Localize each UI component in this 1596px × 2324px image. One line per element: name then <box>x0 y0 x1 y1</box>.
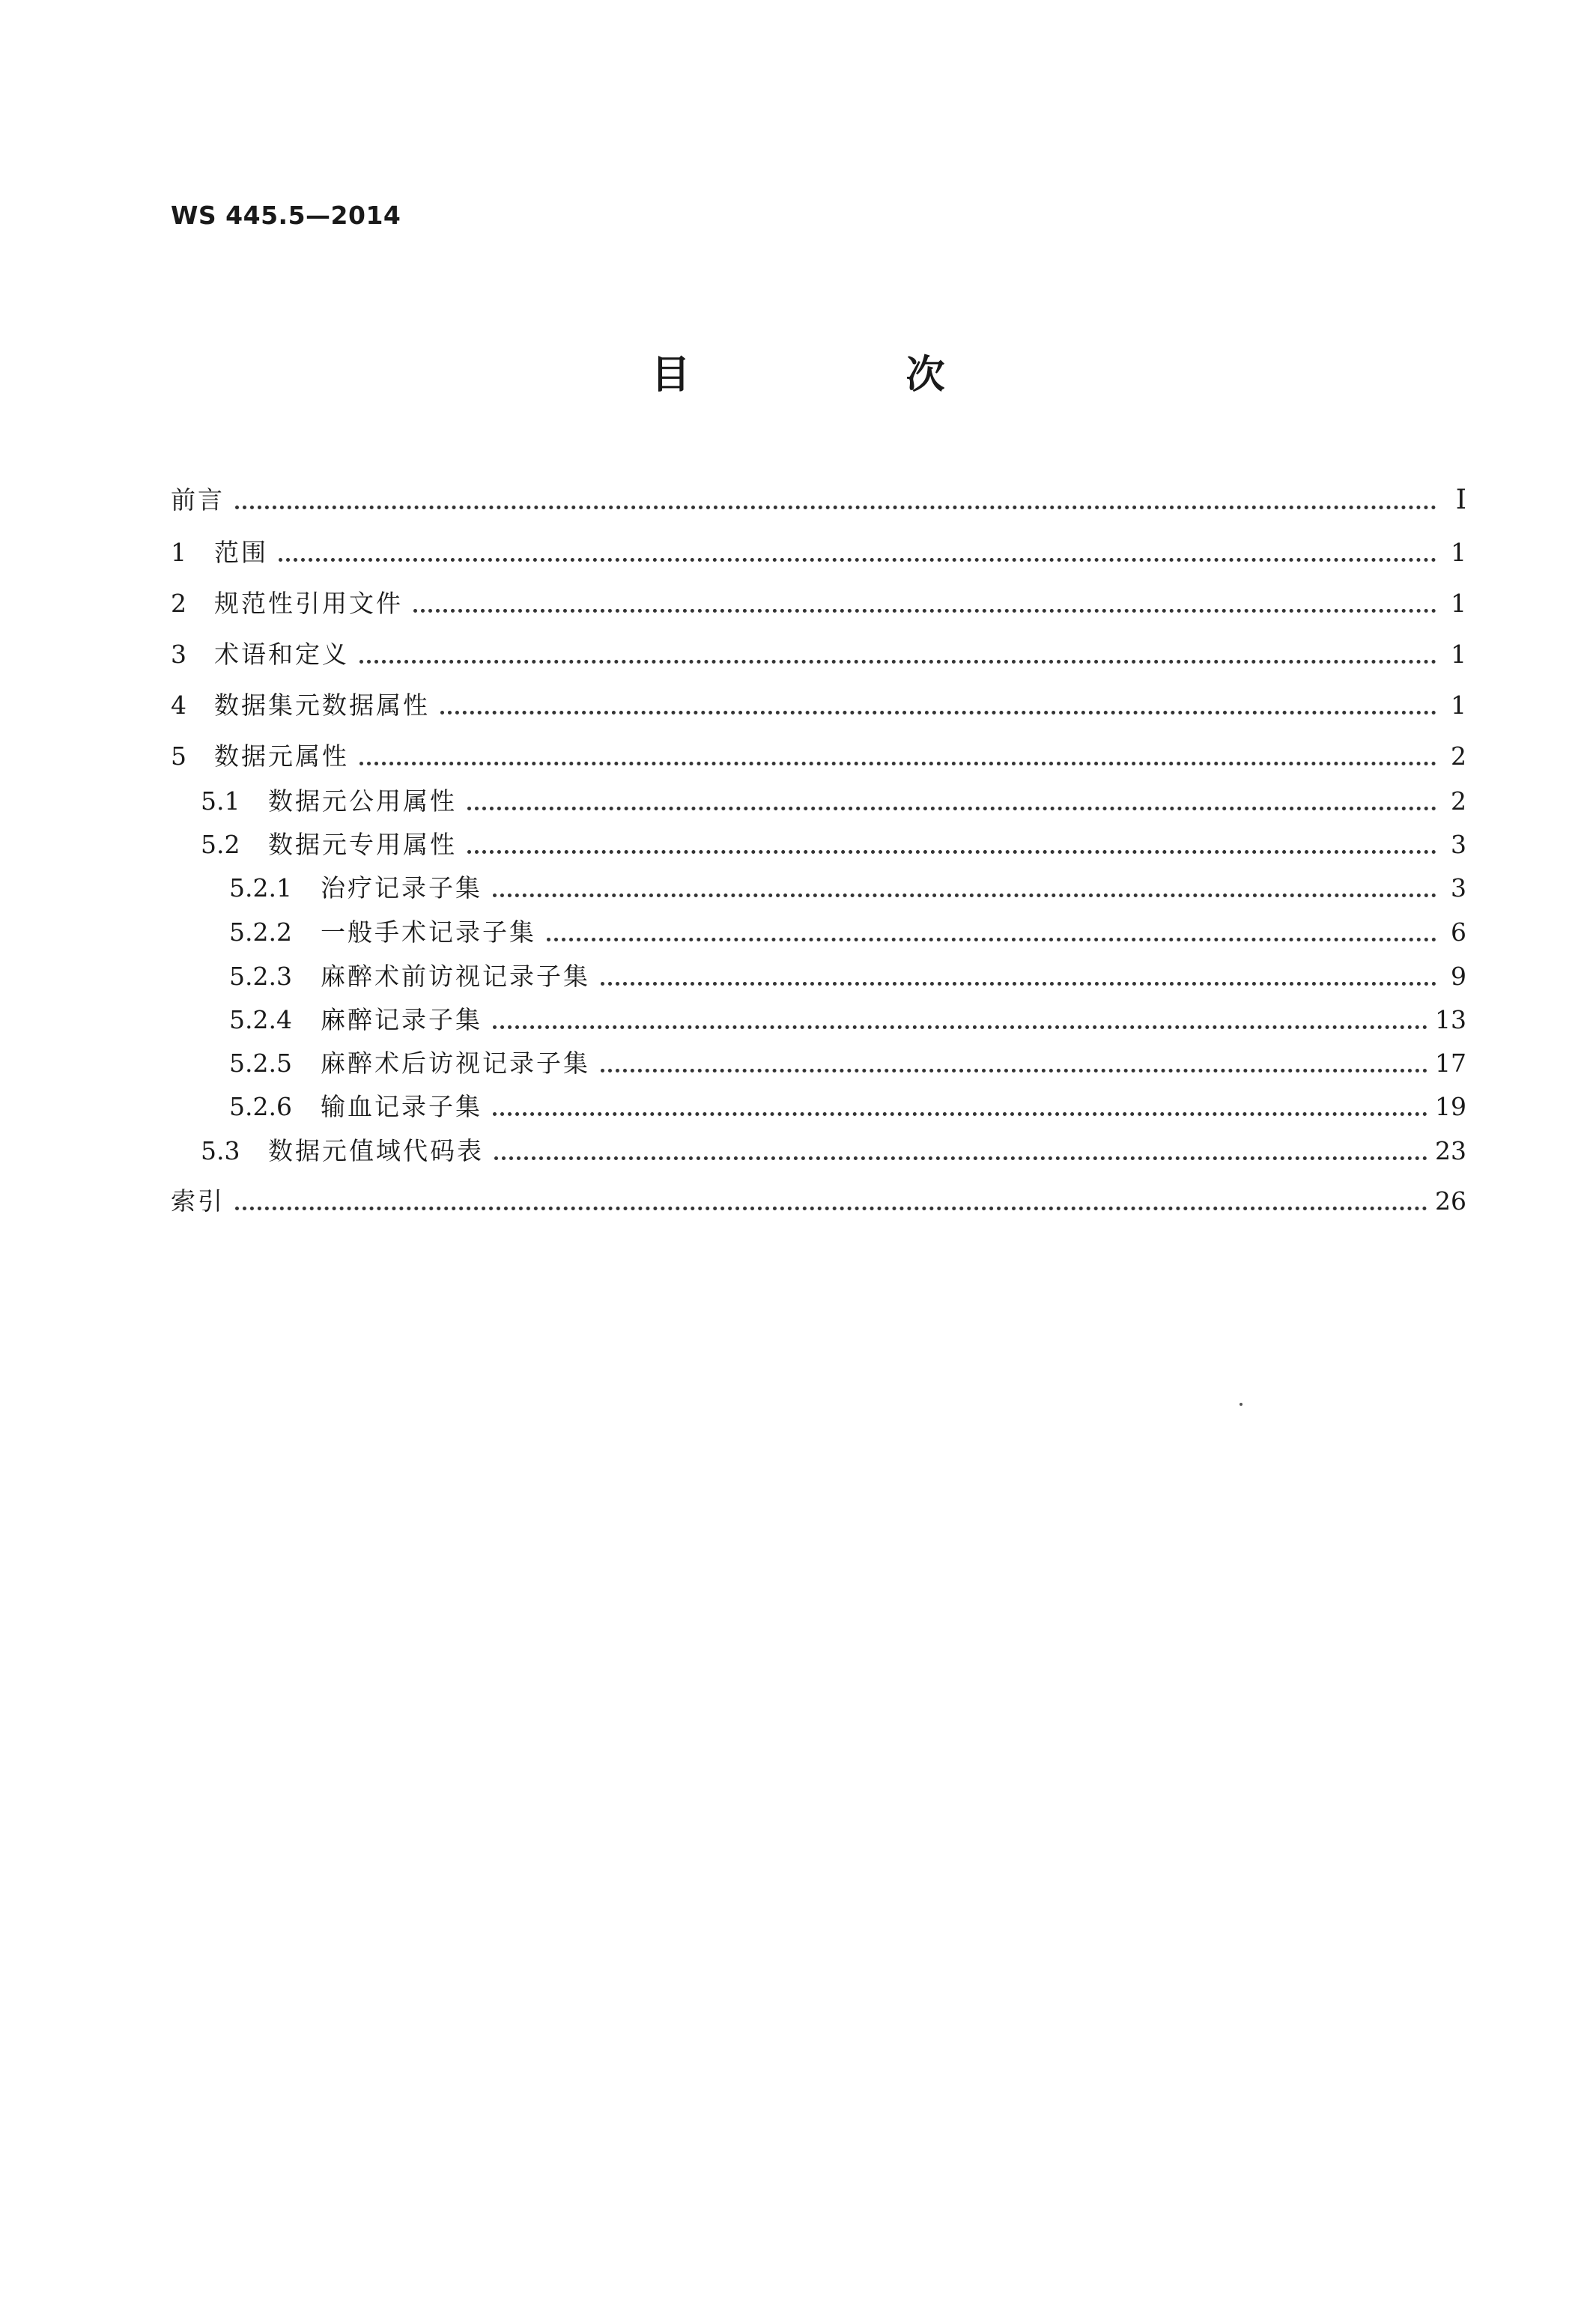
toc-entry-label: 麻醉术前访视记录子集 <box>321 962 590 991</box>
toc-entry-number: 5.2.3 <box>229 962 292 991</box>
dot-leader <box>235 1207 1427 1210</box>
toc-entry-label: 前言 <box>171 485 225 515</box>
dot-leader <box>493 1025 1427 1029</box>
toc-entry-label: 麻醉术后访视记录子集 <box>321 1049 590 1078</box>
toc-entry-number: 5.3 <box>201 1136 240 1165</box>
toc-entry-number: 5.2 <box>201 830 240 859</box>
dot-leader <box>601 982 1436 986</box>
toc-entry-common-attributes[interactable] <box>171 783 1466 819</box>
dot-leader <box>413 609 1436 613</box>
toc-entry-number: 5.2.4 <box>229 1005 292 1034</box>
toc-entry-general-surgery-record[interactable] <box>171 914 1466 950</box>
toc-entry-label: 数据集元数据属性 <box>214 691 430 720</box>
toc-entry-number: 3 <box>171 640 186 669</box>
toc-entry-page: I <box>1455 485 1466 515</box>
toc-entry-page: 3 <box>1451 873 1466 902</box>
toc-entry-label: 一般手术记录子集 <box>321 917 536 947</box>
toc-entry-label: 范围 <box>214 538 268 567</box>
toc-entry-normative-references[interactable] <box>171 586 1466 622</box>
toc-entry-number: 1 <box>171 538 186 567</box>
toc-entry-page: 9 <box>1451 962 1466 991</box>
toc-entry-label: 数据元专用属性 <box>268 830 457 859</box>
dot-leader <box>440 711 1436 715</box>
dot-leader <box>601 1069 1427 1073</box>
toc-entry-number: 5.1 <box>201 786 240 816</box>
toc-entry-anesthesia-record[interactable] <box>171 1002 1466 1038</box>
toc-entry-label: 输血记录子集 <box>321 1092 482 1121</box>
toc-entry-label: 数据元属性 <box>214 741 349 771</box>
toc-entry-page: 1 <box>1451 691 1466 720</box>
dot-leader <box>359 762 1436 765</box>
toc-entry-number: 4 <box>171 691 186 720</box>
toc-entry-label: 数据元值域代码表 <box>268 1136 484 1165</box>
dot-leader <box>493 894 1436 897</box>
toc-entry-page: 17 <box>1435 1049 1466 1078</box>
toc-entry-number: 5.2.5 <box>229 1049 292 1078</box>
toc-entry-specific-attributes[interactable] <box>171 827 1466 863</box>
toc-entry-label: 麻醉记录子集 <box>321 1005 482 1034</box>
toc-entry-page: 3 <box>1451 830 1466 859</box>
toc-entry-page: 2 <box>1451 741 1466 771</box>
toc-entry-page: 19 <box>1435 1092 1466 1121</box>
toc-entry-label: 规范性引用文件 <box>214 589 403 618</box>
toc-entry-preop-anesthesia-visit[interactable] <box>171 959 1466 995</box>
toc-entry-terms[interactable] <box>171 637 1466 673</box>
dot-leader <box>359 660 1436 664</box>
toc-entry-index[interactable] <box>171 1183 1466 1219</box>
dot-leader <box>547 938 1436 941</box>
toc-entry-label: 术语和定义 <box>214 640 349 669</box>
toc-entry-number: 5.2.6 <box>229 1092 292 1121</box>
dot-leader <box>279 558 1436 562</box>
dot-leader <box>467 807 1436 810</box>
dot-leader <box>494 1156 1427 1160</box>
toc-entry-page: 1 <box>1451 640 1466 669</box>
toc-entry-page: 13 <box>1435 1005 1466 1034</box>
toc-entry-value-domain-codes[interactable] <box>171 1133 1466 1169</box>
toc-entry-treatment-record[interactable] <box>171 870 1466 906</box>
toc-entry-page: 1 <box>1451 589 1466 618</box>
dot-leader <box>235 506 1436 509</box>
page-title: 目 次 <box>651 353 1034 398</box>
toc-entry-number: 5.2.2 <box>229 917 292 947</box>
toc-entry-foreword[interactable] <box>171 482 1466 518</box>
toc-entry-scope[interactable] <box>171 535 1466 571</box>
toc-entry-data-element-attributes[interactable] <box>171 738 1466 774</box>
toc-entry-page: 23 <box>1435 1136 1466 1165</box>
dot-leader <box>493 1112 1427 1116</box>
toc-entry-number: 5 <box>171 741 186 771</box>
toc-entry-page: 2 <box>1451 786 1466 816</box>
toc-entry-number: 5.2.1 <box>229 873 292 902</box>
toc-entry-page: 6 <box>1451 917 1466 947</box>
toc-entry-dataset-metadata[interactable] <box>171 688 1466 723</box>
document-code: WS 445.5—2014 <box>171 201 401 230</box>
toc-entry-label: 数据元公用属性 <box>268 786 457 816</box>
toc-entry-transfusion-record[interactable] <box>171 1089 1466 1125</box>
toc-entry-page: 26 <box>1435 1186 1466 1216</box>
toc-entry-number: 2 <box>171 589 186 618</box>
dot-leader <box>467 850 1436 854</box>
toc-entry-page: 1 <box>1451 538 1466 567</box>
toc-entry-label: 索引 <box>171 1186 225 1216</box>
toc-entry-postop-anesthesia-visit[interactable] <box>171 1046 1466 1081</box>
scan-speck <box>1240 1403 1242 1406</box>
toc-entry-label: 治疗记录子集 <box>321 873 482 902</box>
